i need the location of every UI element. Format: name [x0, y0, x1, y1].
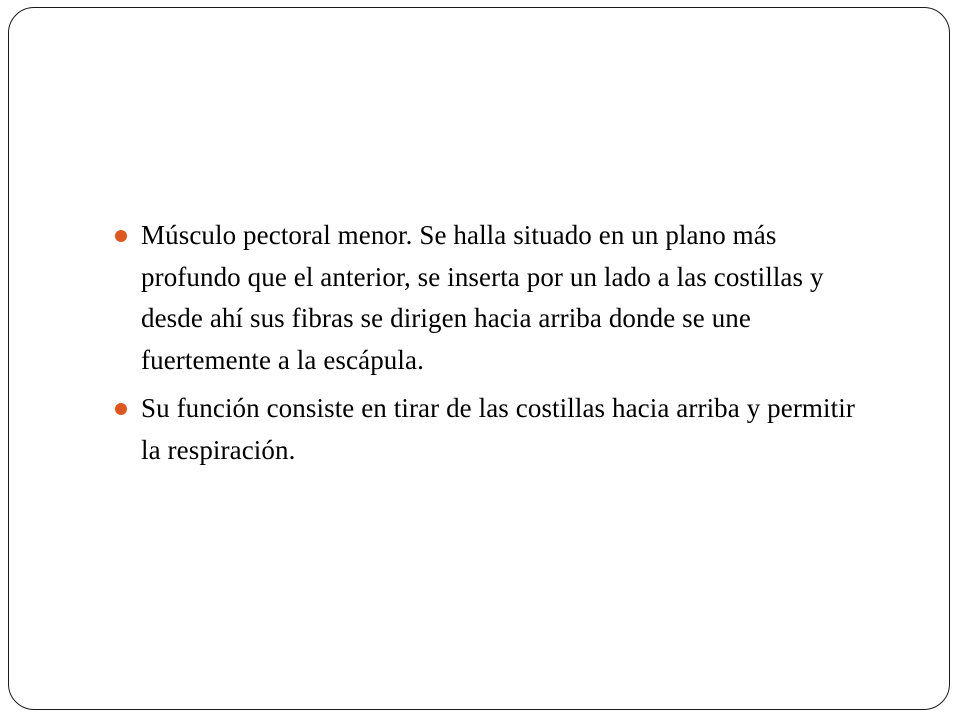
bullet-text: Músculo pectoral menor. Se halla situado en un plano más profundo que el anterior, se inserta por un lado a las costillas y desde ahí sus fibras se dirigen hacia arriba donde se une fuertemente a la escápula. — [141, 220, 824, 375]
bullet-item — [113, 388, 873, 471]
bullet-dot-icon — [115, 403, 127, 415]
bullet-dot-icon — [115, 230, 127, 242]
bullet-text: Su función consiste en tirar de las costillas hacia arriba y permitir la respiración. — [141, 393, 855, 465]
slide-frame — [8, 7, 950, 710]
bullet-list — [113, 215, 873, 478]
bullet-item — [113, 215, 873, 381]
